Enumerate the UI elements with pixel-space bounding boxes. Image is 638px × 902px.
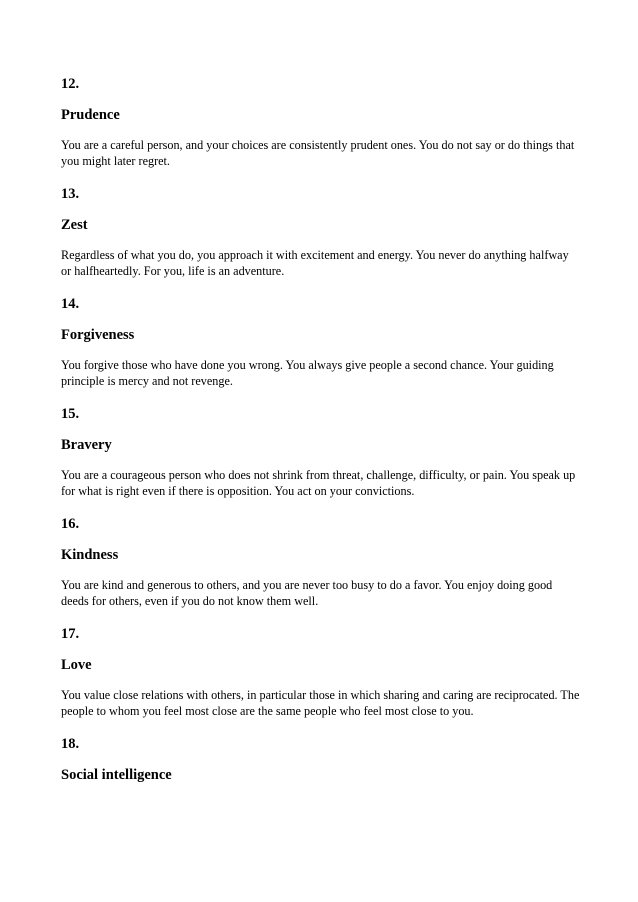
strength-name: Prudence: [61, 107, 120, 123]
strength-name: Zest: [61, 217, 88, 233]
strength-entry-love: [61, 626, 581, 719]
strength-name: Forgiveness: [61, 327, 135, 343]
strength-description: You value close relations with others, in particular those in which sharing and caring are reciprocated. The people to whom you feel most close are the same people who feel most close to you.: [61, 688, 580, 718]
strength-description: You are kind and generous to others, and you are never too busy to do a favor. You enjoy doing good deeds for others, even if you do not know them well.: [61, 578, 553, 608]
strength-entry-forgiveness: [61, 296, 581, 389]
strength-description: You forgive those who have done you wrong. You always give people a second chance. Your guiding principle is mercy and not revenge.: [61, 358, 554, 388]
strength-description: You are a courageous person who does not shrink from threat, challenge, difficulty, or pain. You speak up for what is right even if there is opposition. You act on your convictions.: [61, 468, 576, 498]
strength-description: Regardless of what you do, you approach it with excitement and energy. You never do anything halfway or halfheartedly. For you, life is an adventure.: [61, 248, 569, 278]
strength-description: You are a careful person, and your choices are consistently prudent ones. You do not say or do things that you might later regret.: [61, 138, 575, 168]
strength-number: 12.: [61, 76, 80, 92]
strength-name: Love: [61, 657, 92, 673]
strength-number: 14.: [61, 296, 80, 312]
strength-number: 18.: [61, 736, 80, 752]
strength-number: 17.: [61, 626, 80, 642]
strength-number: 16.: [61, 516, 80, 532]
strength-name: Bravery: [61, 437, 112, 453]
strength-entry-bravery: [61, 406, 581, 499]
strength-number: 15.: [61, 406, 80, 422]
strength-entry-kindness: [61, 516, 581, 609]
strength-name: Kindness: [61, 547, 119, 563]
strength-entry-prudence: [61, 76, 581, 169]
strength-number: 13.: [61, 186, 80, 202]
strength-entry-zest: [61, 186, 581, 279]
document-page: [61, 76, 581, 798]
strength-entry-social-intelligence: [61, 736, 581, 784]
strength-name: Social intelligence: [61, 767, 172, 783]
